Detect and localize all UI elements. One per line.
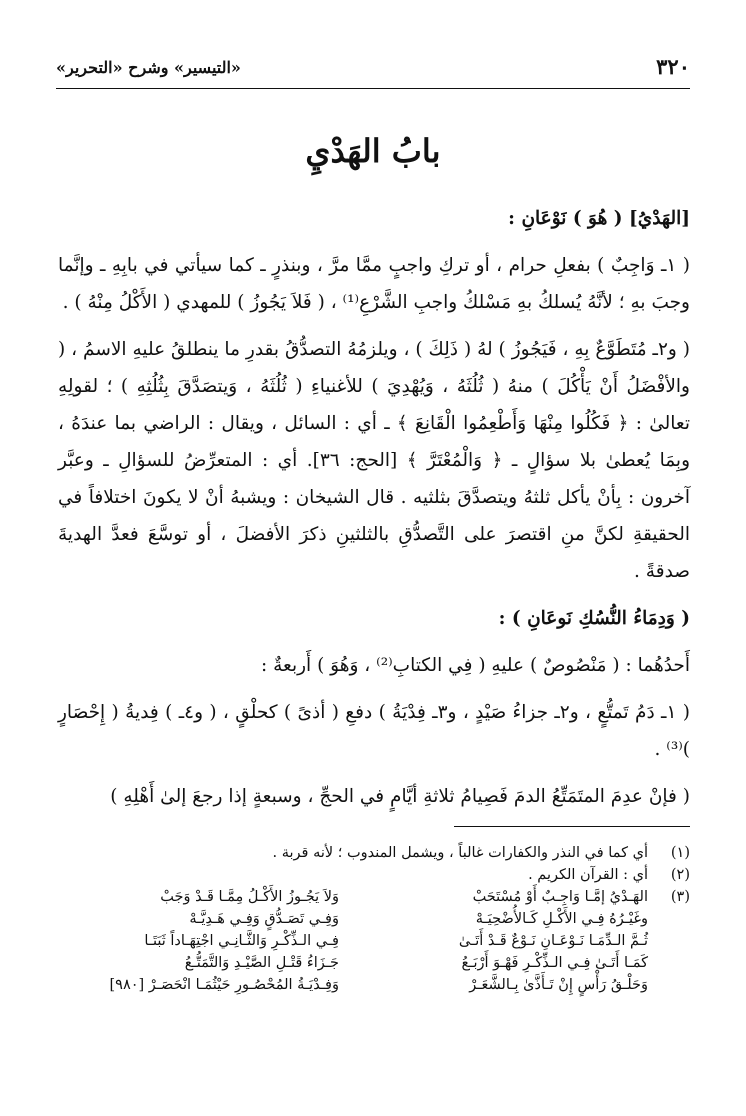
footnote-number: (٣) xyxy=(670,889,690,905)
footnote-number: (١) xyxy=(670,845,690,861)
paragraph-1: [الهَدْيُ] ( هُوَ ) نَوْعَانِ : xyxy=(508,208,690,229)
page-number: ٣٢٠ xyxy=(656,54,690,79)
verse-hemistich: وَلاَ يَجُـوزُ الأَكْـلُ مِمَّـا قَـدْ وَجَبْ xyxy=(160,889,339,905)
paragraph-2: ( ١ـ وَاجِبٌ ) بفعلِ حرام ، أو تركِ واجبٍ ممَّا مرَّ ، وبنذرٍ ـ كما سيأتي في بابِهِ ـ وإنَّما وجبَ بهِ ؛ لأنَّهُ يُسلكُ بهِ مَسْلكُ واجبِ الشَّرْعِ⁽¹⁾ ، ( فَلاَ يَجُوزُ ) للمهدي ( الأَكْلُ مِنْهُ ) . xyxy=(58,255,690,313)
verse-hemistich: الهَـدْيُ إمَّـا وَاجِـبٌ أَوْ مُسْتَحَبْ xyxy=(472,889,648,905)
paragraph-3: ( و٢ـ مُتَطَوَّعٌ بِهِ ، فَيَجُوزُ ) لهُ ( ذَلِكَ ) ، ويلزمُهُ التصدُّقُ بقدرِ ما ينطلقُ عليهِ الاسمُ ، ( والأفْضَلُ أَنْ يَأْكُلَ ) منهُ ( ثُلُثَهُ ، وَيُهْدِيَ ) للأغنياءِ ( ثُلُثَهُ ، وَيتصَدَّقَ بِثُلُثِهِ ) ؛ لقولِهِ تعالىٰ : ﴿ فَكُلُوا مِنْهَا وَأَطْعِمُوا الْقَانِعَ ﴾ ـ أي : السائل ، ويقال : الراضي بما عندَهُ ، وبِمَا يُعطىٰ بلا سؤالٍ ـ ﴿ وَالْمُعْتَرَّ ﴾ [الحج: ٣٦]. أي : المتعرِّضُ للسؤالِ ـ وعبَّر آخرون : بِأنْ يأكل ثلثهُ ويتصدَّقَ بثلثيه . قال الشيخان : ويشبهُ أنْ لا يكونَ اختلافاً في الحقيقةِ لكنَّ منِ اقتصرَ على التَّصدُّقِ بالثلثينِ ذكرَ الأفضلَ ، أو توسَّعَ فعدَّ الهديةَ صدقةً . xyxy=(58,339,691,582)
paragraph-7: ( فإنْ عدِمَ المتَمَتِّعُ الدمَ فَصِيامُ ثلاثةِ أيَّامٍ في الحجِّ ، وسبعةٍ إذا رجعَ إلىٰ أَهْلِهِ ) xyxy=(110,786,690,807)
paragraph-4: ( وَدِمَاءُ النُّسُكِ نَوعَانِ ) : xyxy=(498,608,690,629)
verse-hemistich: وَفِـدْيَـةُ المُحْصُـورِ حَيْثُمَـا انْحَصَـرْ [٩٨٠] xyxy=(109,977,339,993)
main-text xyxy=(58,200,690,825)
footnote xyxy=(58,842,690,864)
verse-hemistich: فِـي الـذِّكْـرِ وَالثَّـانِـي اجْتِهَـاداً ثَبَتَـا xyxy=(144,933,339,949)
footnote-text: أي : القرآن الكريم . xyxy=(528,867,648,883)
footnote-separator xyxy=(454,826,690,827)
chapter-title: بابُ الهَدْيِ xyxy=(305,132,441,170)
page-header xyxy=(56,54,690,89)
footnote-poem xyxy=(58,886,690,996)
verse-hemistich: كَمَـا أَتَـىٰ فِـي الـذِّكْـرِ فَهْـوَ أَرْبَـعُ xyxy=(461,955,648,971)
paragraph-5: أَحدُهُما : ( مَنْصُوصٌ ) عليهِ ( فِي الكتابِ⁽²⁾ ، وَهُوَ ) أَربعةٌ : xyxy=(261,655,690,676)
verse-hemistich: ثُـمَّ الـدِّمَـا نَـوْعَـانِ نَـوْعٌ قَـدْ أَتَـىٰ xyxy=(458,933,648,949)
poem-verses xyxy=(58,886,648,996)
footnote xyxy=(58,864,690,886)
footnote-text: أي كما في النذر والكفارات غالباً ، ويشمل المندوب ؛ لأنه قربة . xyxy=(272,845,648,861)
running-title: «التيسير» وشرح «التحرير» xyxy=(56,58,241,77)
footnotes xyxy=(58,842,690,996)
footnote-number: (٢) xyxy=(670,867,690,883)
verse-hemistich: وَفِـي تَصَـدُّقٍ وَفِـي هَـدِيَّـهْ xyxy=(189,911,339,927)
verse-hemistich: وغَيْـرُهُ فِـي الأَكْـلِ كَـالأُضْحِيَـهْ xyxy=(475,911,648,927)
verse-hemistich: جَـزَاءُ قَتْـلِ الصَّيْـدِ وَالتَّمَتُّـعُ xyxy=(184,955,339,971)
paragraph-6: ( ١ـ دَمُ تَمتُّعٍ ، و٢ـ جزاءُ صَيْدٍ ، و٣ـ فِدْيَةُ ) دفعِ ( أذىً ) كحلْقٍ ، ( و٤ـ ) فِديةُ ( إِحْصَارٍ )⁽³⁾ . xyxy=(58,702,691,760)
verse-hemistich: وَحَلْـقُ رَأْسٍ إِنْ تَـأَذَّىٰ بِـالشَّعَـرْ xyxy=(469,977,648,993)
